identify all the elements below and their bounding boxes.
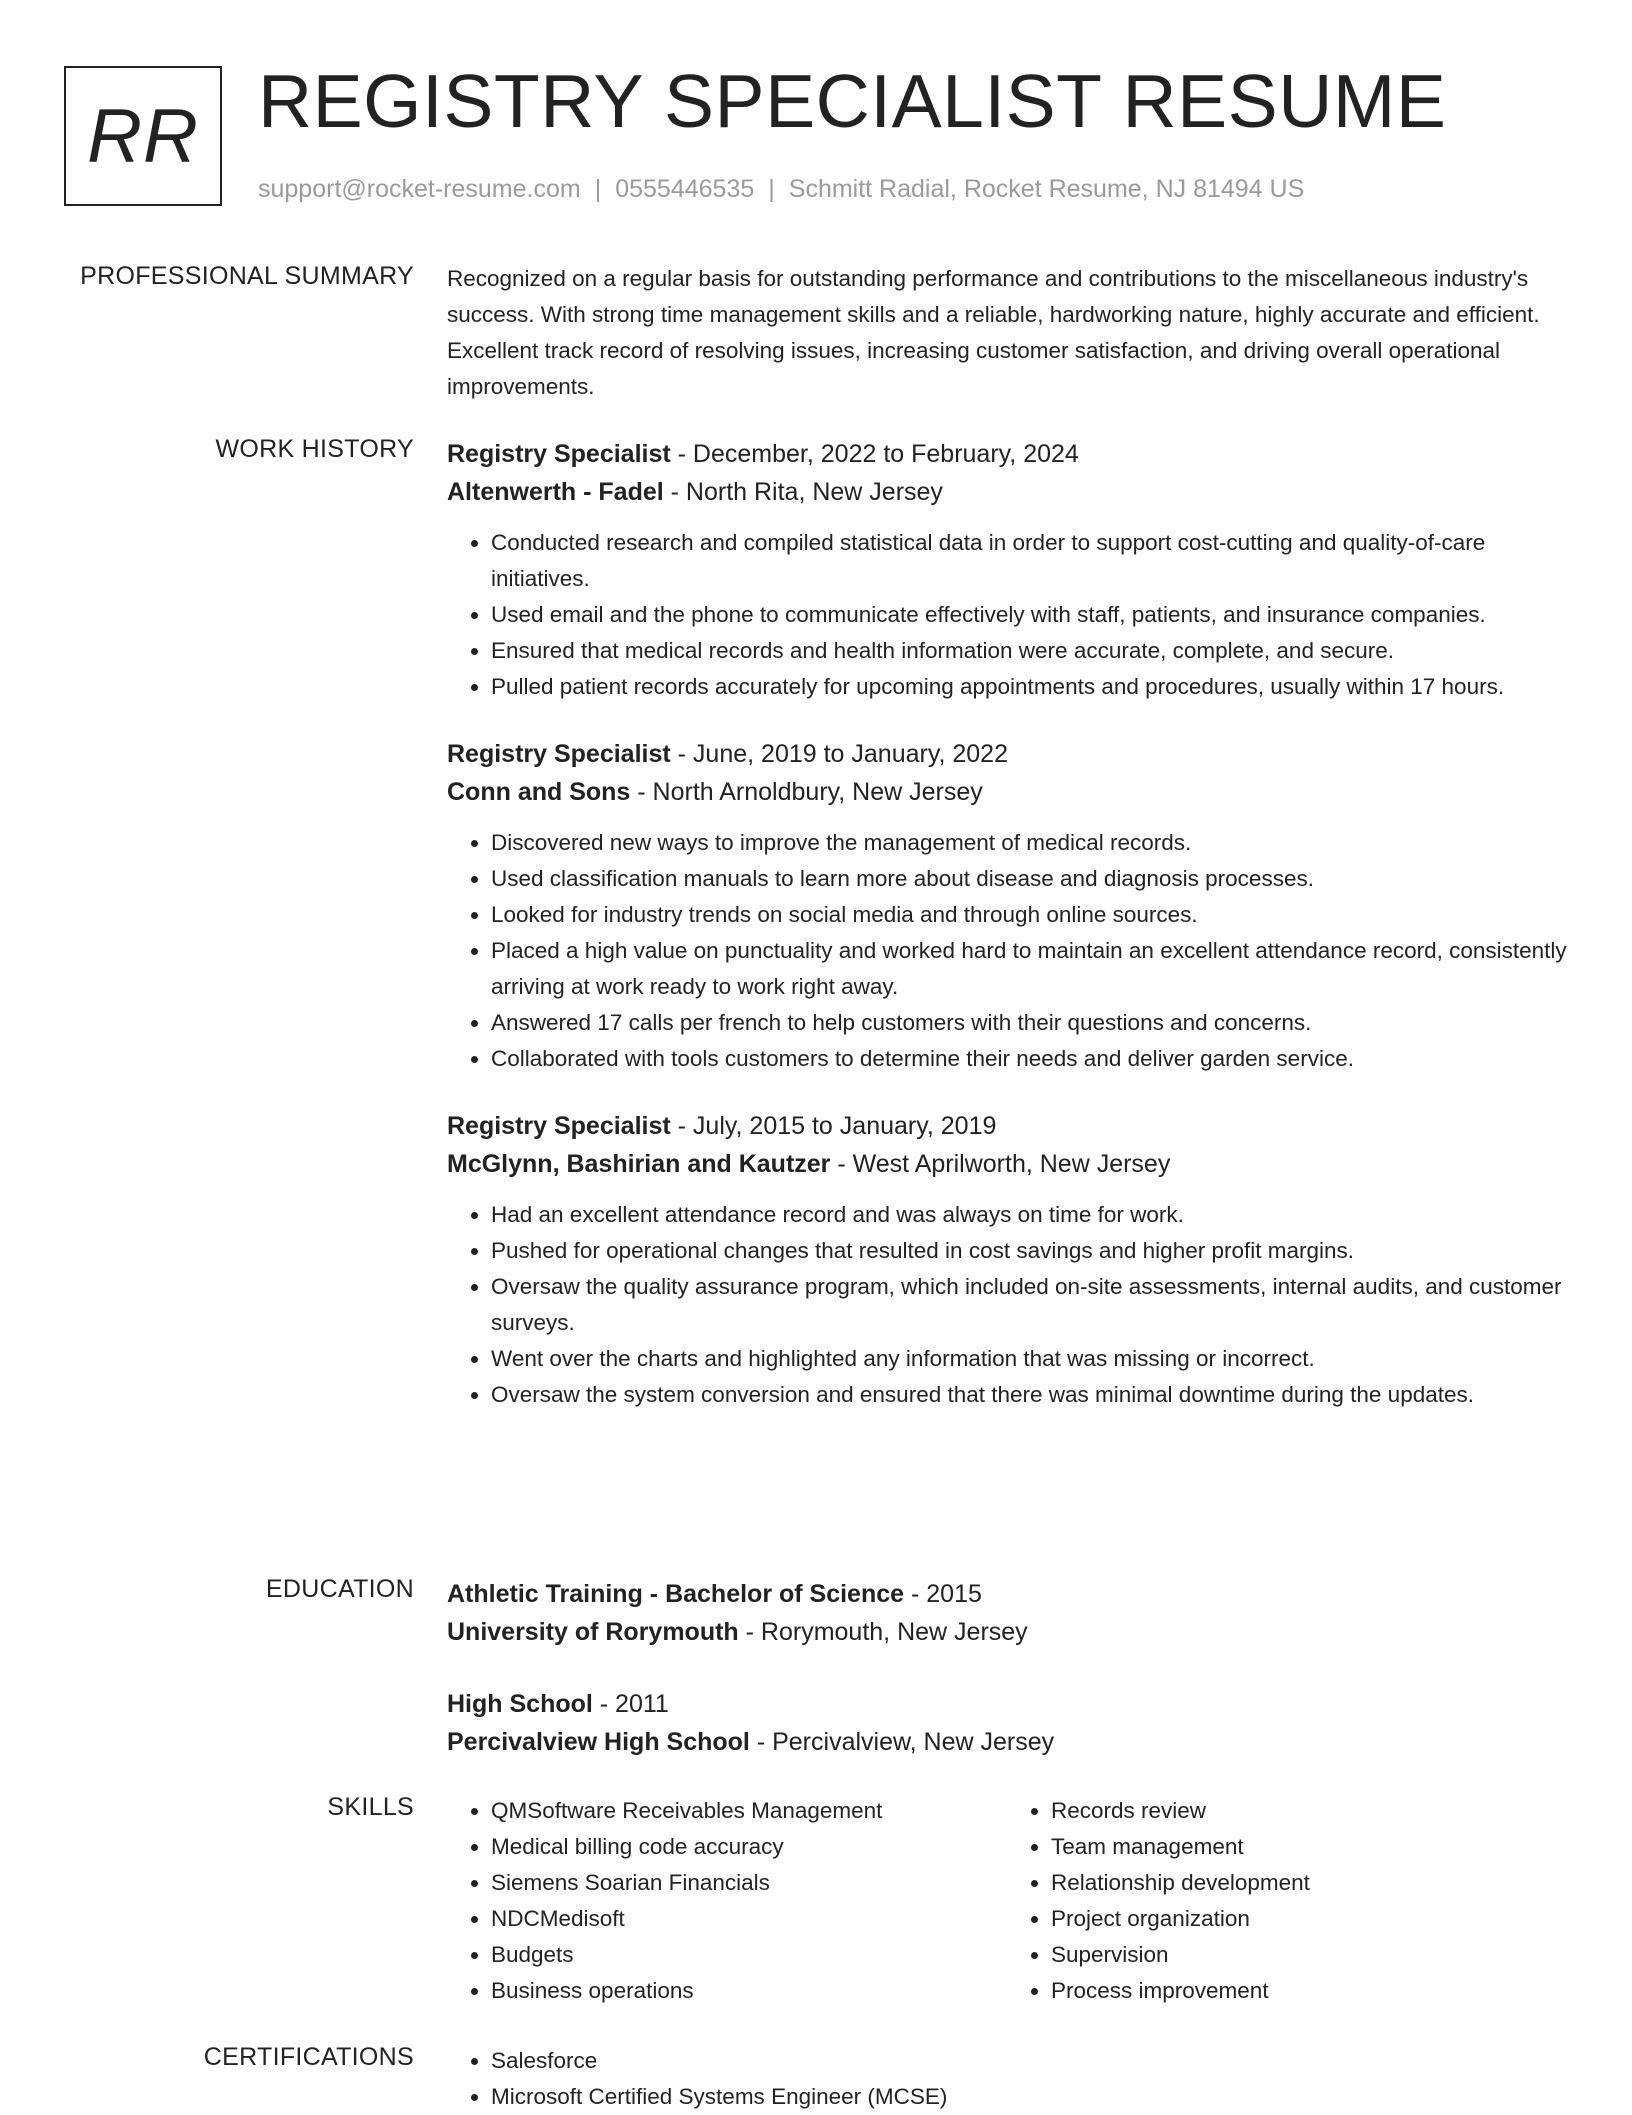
- list-item: • Salesforce: [491, 2043, 1567, 2079]
- list-item: • Ensured that medical records and health information were accurate, complete, and secure.: [491, 633, 1567, 669]
- list-item: • Pulled patient records accurately for upcoming appointments and procedures, usually within 17 hours.: [491, 669, 1567, 705]
- summary-body: [447, 262, 1567, 405]
- job-bullets: [447, 525, 1567, 705]
- school: Percivalview High School: [447, 1728, 750, 1756]
- certifications-list: [447, 2043, 1567, 2115]
- school-location: - Percivalview, New Jersey: [749, 1728, 1055, 1756]
- skills-columns: [447, 1793, 1567, 2009]
- job-bullets: [447, 825, 1567, 1077]
- section-label-skills: SKILLS: [327, 1793, 414, 1821]
- contact-line: [258, 175, 1304, 204]
- resume-title: REGISTRY SPECIALIST RESUME: [258, 59, 1447, 143]
- job-title-line: [447, 435, 1567, 473]
- list-item: • Business operations: [491, 1973, 1007, 2009]
- job-location: - North Rita, New Jersey: [663, 478, 943, 506]
- education-entry: [447, 1575, 1567, 1651]
- job-entry: [447, 435, 1567, 705]
- list-item: • Had an excellent attendance record and was always on time for work.: [491, 1197, 1567, 1233]
- school: University of Rorymouth: [447, 1618, 739, 1646]
- list-item: • Siemens Soarian Financials: [491, 1865, 1007, 1901]
- degree: High School: [447, 1690, 593, 1718]
- list-item: • Used email and the phone to communicate effectively with staff, patients, and insurance companies.: [491, 597, 1567, 633]
- degree-line: [447, 1575, 1567, 1613]
- list-item: • Team management: [1051, 1829, 1567, 1865]
- list-item: • Discovered new ways to improve the management of medical records.: [491, 825, 1567, 861]
- list-item: • Budgets: [491, 1937, 1007, 1973]
- list-item: • Project organization: [1051, 1901, 1567, 1937]
- job-title: Registry Specialist: [447, 440, 671, 468]
- list-item: • Supervision: [1051, 1937, 1567, 1973]
- degree-year: - 2015: [904, 1580, 982, 1608]
- school-location: - Rorymouth, New Jersey: [738, 1618, 1028, 1646]
- job-title-line: [447, 1107, 1567, 1145]
- contact-separator: |: [768, 175, 775, 203]
- list-item: • Microsoft Certified Systems Engineer (MCSE): [491, 2079, 1567, 2115]
- job-entry: [447, 735, 1567, 1077]
- monogram-logo: RR: [64, 66, 222, 206]
- degree-year: - 2011: [592, 1690, 669, 1718]
- job-dates: - July, 2015 to January, 2019: [670, 1112, 997, 1140]
- list-item: • Pushed for operational changes that resulted in cost savings and higher profit margins.: [491, 1233, 1567, 1269]
- job-title: Registry Specialist: [447, 740, 671, 768]
- list-item: • Collaborated with tools customers to determine their needs and deliver garden service.: [491, 1041, 1567, 1077]
- job-company-line: [447, 773, 1567, 811]
- list-item: • Went over the charts and highlighted any information that was missing or incorrect.: [491, 1341, 1567, 1377]
- job-dates: - June, 2019 to January, 2022: [670, 740, 1008, 768]
- job-location: - North Arnoldbury, New Jersey: [630, 778, 983, 806]
- contact-email: support@rocket-resume.com: [258, 175, 581, 203]
- list-item: • NDCMedisoft: [491, 1901, 1007, 1937]
- degree: Athletic Training - Bachelor of Science: [447, 1580, 905, 1608]
- section-label-work-history: WORK HISTORY: [215, 435, 414, 463]
- job-title: Registry Specialist: [447, 1112, 671, 1140]
- skills-list-left: [447, 1793, 1007, 2009]
- contact-separator: |: [594, 175, 602, 203]
- education-entry: [447, 1685, 1567, 1761]
- school-line: [447, 1723, 1567, 1761]
- list-item: • Looked for industry trends on social media and through online sources.: [491, 897, 1567, 933]
- job-bullets: [447, 1197, 1567, 1413]
- job-company: Conn and Sons: [447, 778, 631, 806]
- school-line: [447, 1613, 1567, 1651]
- section-label-certifications: CERTIFICATIONS: [203, 2043, 414, 2071]
- list-item: • Used classification manuals to learn more about disease and diagnosis processes.: [491, 861, 1567, 897]
- job-location: - West Aprilworth, New Jersey: [830, 1150, 1171, 1178]
- section-label-education: EDUCATION: [265, 1575, 414, 1603]
- education-body: [447, 1575, 1567, 1761]
- work-history-body: [447, 435, 1567, 1413]
- list-item: • Oversaw the system conversion and ensured that there was minimal downtime during the updates.: [491, 1377, 1567, 1413]
- degree-line: [447, 1685, 1567, 1723]
- list-item: • Medical billing code accuracy: [491, 1829, 1007, 1865]
- job-company-line: [447, 1145, 1567, 1183]
- job-title-line: [447, 735, 1567, 773]
- summary-text: Recognized on a regular basis for outstanding performance and contributions to the miscellaneous industry's success. With strong time management skills and a reliable, hardworking nature, highly accurate and efficient. Excellent track record of resolving issues, increasing customer satisfaction, and driving overall operational improvements.: [447, 266, 1540, 399]
- job-entry: [447, 1107, 1567, 1413]
- contact-phone: 0555446535: [615, 175, 755, 203]
- section-label-summary: PROFESSIONAL SUMMARY: [80, 262, 414, 290]
- list-item: • Answered 17 calls per french to help customers with their questions and concerns.: [491, 1005, 1567, 1041]
- job-dates: - December, 2022 to February, 2024: [670, 440, 1079, 468]
- list-item: • Process improvement: [1051, 1973, 1567, 2009]
- job-company: McGlynn, Bashirian and Kautzer: [447, 1150, 831, 1178]
- list-item: • Conducted research and compiled statistical data in order to support cost-cutting and quality-of-care initiatives.: [491, 525, 1567, 597]
- skills-body: [447, 1793, 1567, 2009]
- list-item: • Relationship development: [1051, 1865, 1567, 1901]
- skills-list-right: [1007, 1793, 1567, 2009]
- list-item: • Placed a high value on punctuality and worked hard to maintain an excellent attendance record, consistently arriving at work ready to work right away.: [491, 933, 1567, 1005]
- job-company: Altenwerth - Fadel: [447, 478, 664, 506]
- list-item: • QMSoftware Receivables Management: [491, 1793, 1007, 1829]
- certifications-body: [447, 2043, 1567, 2115]
- list-item: • Oversaw the quality assurance program, which included on-site assessments, internal audits, and customer surveys.: [491, 1269, 1567, 1341]
- job-company-line: [447, 473, 1567, 511]
- contact-address: Schmitt Radial, Rocket Resume, NJ 81494 US: [788, 175, 1305, 203]
- list-item: • Records review: [1051, 1793, 1567, 1829]
